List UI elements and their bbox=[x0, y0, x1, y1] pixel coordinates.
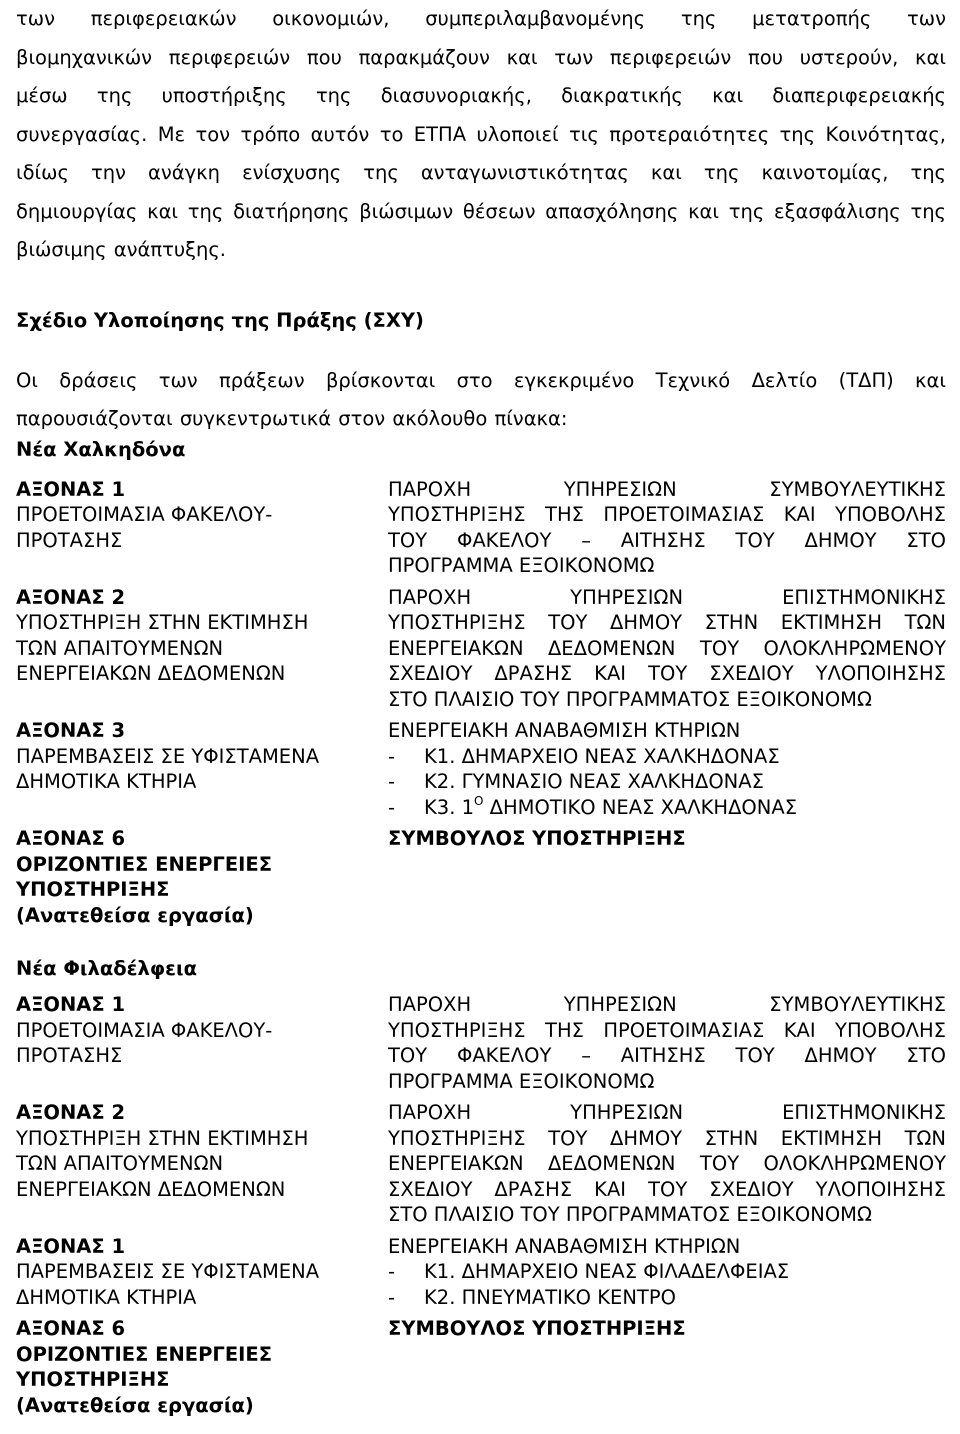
axis-cell bbox=[16, 1316, 388, 1418]
place-heading: Νέα Φιλαδέλφεια bbox=[16, 957, 197, 980]
table-row bbox=[16, 1100, 946, 1228]
action-title: ΣΥΜΒΟΥΛΟΣ ΥΠΟΣΤΗΡΙΞΗΣ bbox=[388, 827, 686, 850]
action-line: ΤΟΥ ΦΑΚΕΛΟΥ – ΑΙΤΗΣΗΣ ΤΟΥ ΔΗΜΟΥ ΣΤΟ bbox=[388, 528, 946, 552]
axis-cell bbox=[16, 477, 388, 579]
action-cell bbox=[388, 1100, 946, 1228]
axis-title-line: ΠΡΟΕΤΟΙΜΑΣΙΑ ΦΑΚΕΛΟΥ- bbox=[16, 503, 273, 526]
action-line: ΕΝΕΡΓΕΙΑΚΩΝ ΔΕΔΟΜΕΝΩΝ ΤΟΥ ΟΛΟΚΛΗΡΩΜΕΝΟΥ bbox=[388, 1152, 946, 1175]
action-line: ΠΑΡΟΧΗ ΥΠΗΡΕΣΙΩΝ ΕΠΙΣΤΗΜΟΝΙΚΗΣ bbox=[388, 1101, 946, 1124]
action-line: ΣΤΟ ΠΛΑΙΣΙΟ ΤΟΥ ΠΡΟΓΡΑΜΜΑΤΟΣ ΕΞΟΙΚΟΝΟΜΩ bbox=[388, 687, 872, 711]
axis-cell bbox=[16, 1234, 388, 1311]
building-item bbox=[388, 1285, 946, 1311]
table-row bbox=[16, 718, 946, 820]
action-line: ΥΠΟΣΤΗΡΙΞΗΣ ΤΗΣ ΠΡΟΕΤΟΙΜΑΣΙΑΣ ΚΑΙ ΥΠΟΒΟΛΗΣ bbox=[388, 1018, 946, 1042]
paragraph-line: των περιφερειακών οικονομιών, συμπεριλαμβανομένης της μετατροπής των bbox=[16, 7, 946, 30]
axis-cell bbox=[16, 1100, 388, 1228]
building-name-suffix: ΔΗΜΟΤΙΚΟ ΝΕΑΣ ΧΑΛΚΗΔΟΝΑΣ bbox=[483, 795, 798, 819]
action-line: ΕΝΕΡΓΕΙΑΚΩΝ ΔΕΔΟΜΕΝΩΝ ΤΟΥ ΟΛΟΚΛΗΡΩΜΕΝΟΥ bbox=[388, 636, 946, 660]
actions-table bbox=[16, 477, 946, 929]
intro-paragraph bbox=[16, 0, 946, 270]
action-line: ΠΡΟΓΡΑΜΜΑ ΕΞΟΙΚΟΝΟΜΩ bbox=[388, 1069, 655, 1093]
action-line: ΤΟΥ ΦΑΚΕΛΟΥ – ΑΙΤΗΣΗΣ ΤΟΥ ΔΗΜΟΥ ΣΤΟ bbox=[388, 1044, 946, 1067]
list-dash: - bbox=[388, 744, 396, 768]
action-line: ΣΧΕΔΙΟΥ ΔΡΑΣΗΣ ΚΑΙ ΤΟΥ ΣΧΕΔΙΟΥ ΥΛΟΠΟΙΗΣΗΣ bbox=[388, 662, 946, 685]
building-name: Κ1. ΔΗΜΑΡΧΕΙΟ ΝΕΑΣ ΦΙΛΑΔΕΛΦΕΙΑΣ bbox=[424, 1260, 790, 1283]
axis-title-line: ΠΑΡΕΜΒΑΣΕΙΣ ΣΕ ΥΦΙΣΤΑΜΕΝΑ bbox=[16, 744, 320, 768]
axis-title-line: (Ανατεθείσα εργασία) bbox=[16, 1393, 254, 1417]
axis-label: ΑΞΟΝΑΣ 6 bbox=[16, 1317, 126, 1340]
axis-title-line: ΕΝΕΡΓΕΙΑΚΩΝ ΔΕΔΟΜΕΝΩΝ bbox=[16, 662, 286, 685]
paragraph-line: συνεργασίας. Με τον τρόπο αυτόν το ΕΤΠΑ υλοποιεί τις προτεραιότητες της Κοινότητας, bbox=[16, 122, 946, 146]
document-page bbox=[16, 0, 946, 1418]
building-item bbox=[388, 769, 946, 795]
plan-heading: Σχέδιο Υλοποίησης της Πράξης (ΣΧΥ) bbox=[16, 308, 424, 332]
action-cell bbox=[388, 992, 946, 1094]
table-row bbox=[16, 992, 946, 1094]
action-cell bbox=[388, 477, 946, 579]
paragraph-line: ιδίως την ανάγκη ενίσχυσης της ανταγωνιστικότητας και της καινοτομίας, της bbox=[16, 161, 946, 184]
action-line: ΠΑΡΟΧΗ ΥΠΗΡΕΣΙΩΝ ΣΥΜΒΟΥΛΕΥΤΙΚΗΣ bbox=[388, 993, 946, 1016]
axis-label: ΑΞΟΝΑΣ 3 bbox=[16, 719, 126, 742]
action-line: ΣΧΕΔΙΟΥ ΔΡΑΣΗΣ ΚΑΙ ΤΟΥ ΣΧΕΔΙΟΥ ΥΛΟΠΟΙΗΣΗΣ bbox=[388, 1177, 946, 1201]
axis-title-line: (Ανατεθείσα εργασία) bbox=[16, 903, 254, 927]
axis-cell bbox=[16, 585, 388, 713]
action-title: ΣΥΜΒΟΥΛΟΣ ΥΠΟΣΤΗΡΙΞΗΣ bbox=[388, 1317, 686, 1340]
axis-label: ΑΞΟΝΑΣ 1 bbox=[16, 477, 126, 501]
axis-cell bbox=[16, 826, 388, 928]
building-item bbox=[388, 795, 946, 821]
table-row bbox=[16, 1234, 946, 1311]
action-cell bbox=[388, 1234, 946, 1311]
axis-title-line: ΠΡΟΕΤΟΙΜΑΣΙΑ ΦΑΚΕΛΟΥ- bbox=[16, 1018, 273, 1042]
axis-label: ΑΞΟΝΑΣ 6 bbox=[16, 827, 126, 850]
axis-title-line: ΥΠΟΣΤΗΡΙΞΗ ΣΤΗΝ ΕΚΤΙΜΗΣΗ bbox=[16, 611, 309, 634]
axis-title-line: ΕΝΕΡΓΕΙΑΚΩΝ ΔΕΔΟΜΕΝΩΝ bbox=[16, 1177, 286, 1201]
action-title: ΕΝΕΡΓΕΙΑΚΗ ΑΝΑΒΑΘΜΙΣΗ ΚΤΗΡΙΩΝ bbox=[388, 719, 741, 742]
list-dash: - bbox=[388, 1285, 396, 1309]
axis-title-line: ΥΠΟΣΤΗΡΙΞΗΣ bbox=[16, 878, 170, 901]
axis-title-line: ΤΩΝ ΑΠΑΙΤΟΥΜΕΝΩΝ bbox=[16, 1152, 224, 1175]
action-line: ΣΤΟ ΠΛΑΙΣΙΟ ΤΟΥ ΠΡΟΓΡΑΜΜΑΤΟΣ ΕΞΟΙΚΟΝΟΜΩ bbox=[388, 1203, 872, 1226]
building-name: Κ2. ΠΝΕΥΜΑΤΙΚΟ ΚΕΝΤΡΟ bbox=[424, 1285, 676, 1309]
building-item bbox=[388, 1259, 946, 1285]
action-line: ΠΑΡΟΧΗ ΥΠΗΡΕΣΙΩΝ ΕΠΙΣΤΗΜΟΝΙΚΗΣ bbox=[388, 585, 946, 609]
paragraph-line: μέσω της υποστήριξης της διασυνοριακής, διακρατικής και διαπεριφερειακής bbox=[16, 84, 946, 107]
action-line: ΥΠΟΣΤΗΡΙΞΗΣ ΤΟΥ ΔΗΜΟΥ ΣΤΗΝ ΕΚΤΙΜΗΣΗ ΤΩΝ bbox=[388, 1126, 946, 1150]
action-line: ΥΠΟΣΤΗΡΙΞΗΣ ΤΗΣ ΠΡΟΕΤΟΙΜΑΣΙΑΣ ΚΑΙ ΥΠΟΒΟΛΗΣ bbox=[388, 503, 946, 526]
action-line: ΠΡΟΓΡΑΜΜΑ ΕΞΟΙΚΟΝΟΜΩ bbox=[388, 554, 655, 577]
table-row bbox=[16, 1316, 946, 1418]
list-dash: - bbox=[388, 795, 396, 819]
action-cell bbox=[388, 585, 946, 713]
axis-title-line: ΤΩΝ ΑΠΑΙΤΟΥΜΕΝΩΝ bbox=[16, 636, 224, 660]
building-name-prefix: Κ3. 1 bbox=[424, 795, 474, 819]
action-line: ΥΠΟΣΤΗΡΙΞΗΣ ΤΟΥ ΔΗΜΟΥ ΣΤΗΝ ΕΚΤΙΜΗΣΗ ΤΩΝ bbox=[388, 611, 946, 634]
axis-title-line: ΔΗΜΟΤΙΚΑ ΚΤΗΡΙΑ bbox=[16, 1285, 197, 1309]
ordinal-superscript: Ο bbox=[474, 793, 484, 808]
action-line: ΠΑΡΟΧΗ ΥΠΗΡΕΣΙΩΝ ΣΥΜΒΟΥΛΕΥΤΙΚΗΣ bbox=[388, 477, 946, 501]
axis-label: ΑΞΟΝΑΣ 1 bbox=[16, 1234, 126, 1258]
list-dash: - bbox=[388, 1260, 396, 1283]
axis-title-line: ΠΡΟΤΑΣΗΣ bbox=[16, 528, 123, 552]
axis-label: ΑΞΟΝΑΣ 2 bbox=[16, 1101, 126, 1124]
axis-cell bbox=[16, 718, 388, 820]
building-name: Κ2. ΓΥΜΝΑΣΙΟ ΝΕΑΣ ΧΑΛΚΗΔΟΝΑΣ bbox=[424, 770, 764, 793]
axis-title-line: ΟΡΙΖΟΝΤΙΕΣ ΕΝΕΡΓΕΙΕΣ bbox=[16, 852, 273, 876]
building-name: Κ1. ΔΗΜΑΡΧΕΙΟ ΝΕΑΣ ΧΑΛΚΗΔΟΝΑΣ bbox=[424, 744, 780, 768]
axis-title-line: ΠΑΡΕΜΒΑΣΕΙΣ ΣΕ ΥΦΙΣΤΑΜΕΝΑ bbox=[16, 1260, 320, 1283]
action-cell bbox=[388, 718, 946, 820]
paragraph-line: παρουσιάζονται συγκεντρωτικά στον ακόλουθο πίνακα: bbox=[16, 407, 568, 430]
paragraph-line: δημιουργίας και της διατήρησης βιώσιμων θέσεων απασχόλησης και της εξασφάλισης της bbox=[16, 199, 946, 223]
paragraph-line: βιώσιμης ανάπτυξης. bbox=[16, 238, 226, 261]
axis-title-line: ΔΗΜΟΤΙΚΑ ΚΤΗΡΙΑ bbox=[16, 770, 197, 793]
action-cell bbox=[388, 1316, 946, 1418]
table-row bbox=[16, 826, 946, 928]
axis-label: ΑΞΟΝΑΣ 1 bbox=[16, 993, 126, 1016]
building-item bbox=[388, 744, 946, 770]
axis-title-line: ΟΡΙΖΟΝΤΙΕΣ ΕΝΕΡΓΕΙΕΣ bbox=[16, 1342, 273, 1366]
table-row bbox=[16, 477, 946, 579]
list-dash: - bbox=[388, 770, 396, 793]
paragraph-line: Οι δράσεις των πράξεων βρίσκονται στο εγκεκριμένο Τεχνικό Δελτίο (ΤΔΠ) και bbox=[16, 368, 946, 392]
axis-title-line: ΠΡΟΤΑΣΗΣ bbox=[16, 1044, 123, 1067]
action-cell bbox=[388, 826, 946, 928]
table-row bbox=[16, 585, 946, 713]
axis-label: ΑΞΟΝΑΣ 2 bbox=[16, 585, 126, 609]
place-heading: Νέα Χαλκηδόνα bbox=[16, 437, 186, 461]
axis-title-line: ΥΠΟΣΤΗΡΙΞΗΣ bbox=[16, 1368, 170, 1391]
axis-title-line: ΥΠΟΣΤΗΡΙΞΗ ΣΤΗΝ ΕΚΤΙΜΗΣΗ bbox=[16, 1126, 309, 1150]
paragraph-line: βιομηχανικών περιφερειών που παρακμάζουν και των περιφερειών που υστερούν, και bbox=[16, 45, 946, 69]
plan-paragraph bbox=[16, 362, 946, 439]
axis-cell bbox=[16, 992, 388, 1094]
action-title: ΕΝΕΡΓΕΙΑΚΗ ΑΝΑΒΑΘΜΙΣΗ ΚΤΗΡΙΩΝ bbox=[388, 1234, 741, 1258]
actions-table bbox=[16, 992, 946, 1418]
